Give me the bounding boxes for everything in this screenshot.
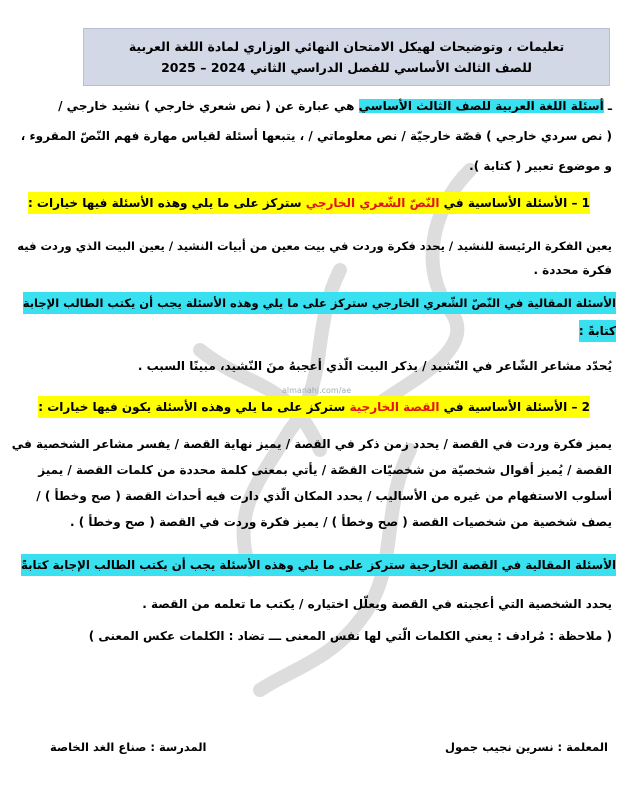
intro-rest: هي عبارة عن ( نص شعري خارجي ) نشيد خارجي /	[58, 99, 359, 113]
section-2-red: القصة الخارجية	[349, 400, 440, 414]
section-2-body-1: يميز فكرة وردت في القصة / يحدد زمن ذكر في القصة / يميز نهاية القصة / يفسر مشاعر الشخصية في	[11, 437, 612, 451]
intro-label: أسئلة اللغة العربية للصف الثالث الأساسي	[358, 99, 604, 113]
section-1-post: ستركز على ما يلي وهذه الأسئلة فيها خيارات :	[27, 196, 306, 210]
header-line-1: تعليمات ، وتوضيحات لهيكل الامتحان النهائي الوزاري لمادة اللغة العربية	[128, 39, 565, 54]
section-1-body-2: فكرة محددة .	[533, 263, 612, 277]
section-1-pre: الأسئلة الأساسية في	[439, 196, 568, 210]
intro-line-2: ( نص سردي خارجي ) قصّة خارجيّة / نص معلوماتي / ، يتبعها أسئلة لقياس مهارة فهم النّصّ المقروء ،	[20, 129, 612, 143]
section-1-red: النّصّ الشّعري الخارجي	[305, 196, 440, 210]
site-watermark: almanahj.com/ae	[282, 386, 352, 395]
section-2-pre: الأسئلة الأساسية في	[439, 400, 568, 414]
section-2b-body: يحدد الشخصية التي أعجبته في القصة ويعلّل اختياره / يكتب ما تعلمه من القصة .	[142, 597, 612, 611]
section-2-post: ستركز على ما يلي وهذه الأسئلة يكون فيها خيارات :	[38, 400, 350, 414]
section-1-body-1: يعين الفكرة الرئيسة للنشيد / يحدد فكرة وردت في بيت معين من أبيات النشيد / يعين البيت الذي وردت فيه	[17, 239, 612, 253]
intro-line-1	[58, 96, 612, 116]
section-1b-body: يُحدّد مشاعر الشّاعر في النّشيد / يذكر البيت الّذي أعجبهُ منَ النّشيد، مبينًا السبب .	[137, 359, 612, 373]
section-2-heading	[38, 396, 590, 418]
document-header	[83, 28, 610, 86]
section-1-number: 1 –	[567, 196, 590, 210]
section-2-body-4: يصف شخصية من شخصيات القصة ( صح وخطأ ) / يميز فكرة وردت في القصة ( صح وخطأ ) .	[70, 515, 612, 529]
section-2-number: 2 –	[567, 400, 590, 414]
section-1b-heading-1: الأسئلة المقالية في النّصّ الشّعري الخارجي ستركز على ما يلي وهذه الأسئلة يجب أن يكتب الطالب الإجابة	[23, 292, 616, 314]
section-2-body-2: القصة / يُميز أقوال شخصيّة من شخصيّات القصّة / يأتي بمعنى كلمة محددة من كلمات القصة / يميز	[38, 463, 612, 477]
section-2b-note: ( ملاحظة : مُرادف : يعني الكلمات الّتي لها نفس المعنى ـــ تضاد : الكلمات عكس المعنى )	[88, 629, 612, 643]
section-1b-heading-2: كتابةً :	[579, 320, 616, 342]
section-1-heading	[28, 192, 590, 214]
footer-teacher: المعلمة : نسرين نجيب جمول	[445, 740, 608, 754]
intro-dash: ـ	[607, 99, 612, 113]
intro-line-3: و موضوع تعبير ( كتابة ).	[469, 159, 612, 173]
section-2b-heading: الأسئلة المقالية في القصة الخارجية ستركز على ما يلي وهذه الأسئلة يجب أن يكتب الطالب الإجابة كتابةً	[21, 554, 616, 576]
section-2-body-3: أسلوب الاستفهام من غيره من الأساليب / يحدد المكان الّذي دارت فيه أحداث القصة ( صح وخطأ ) /	[36, 489, 612, 503]
header-line-2: للصف الثالث الأساسي للفصل الدراسي الثاني 2024 – 2025	[161, 60, 532, 75]
footer-school: المدرسة : صناع الغد الخاصة	[50, 740, 207, 754]
